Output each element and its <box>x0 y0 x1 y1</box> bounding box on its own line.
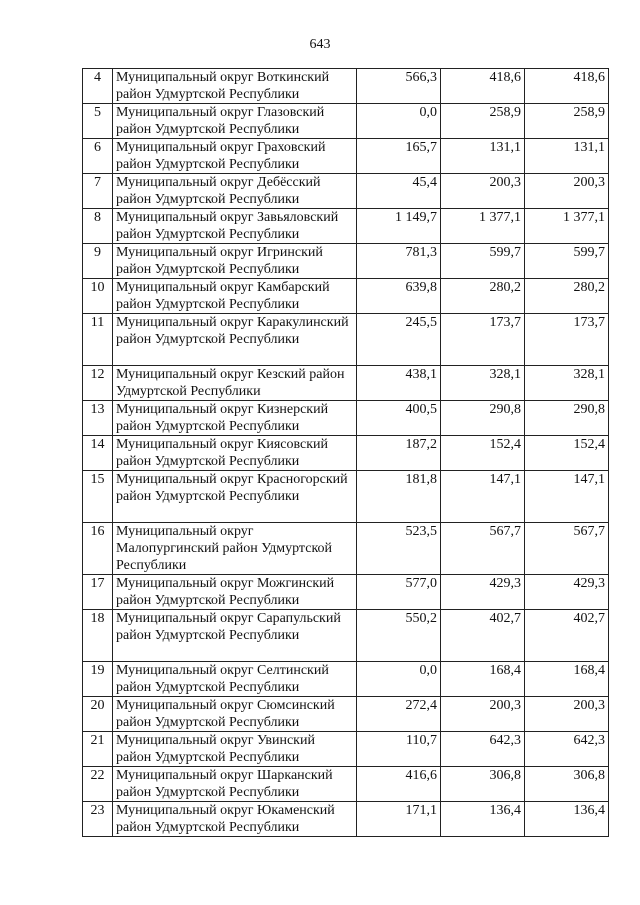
value-col-1: 523,5 <box>357 523 441 575</box>
value-col-3: 131,1 <box>525 139 609 174</box>
table-row <box>83 610 609 662</box>
value-col-3: 200,3 <box>525 697 609 732</box>
table-row <box>83 436 609 471</box>
value-col-3: 402,7 <box>525 610 609 662</box>
municipality-name: Муниципальный округ Завьяловский район Удмуртской Республики <box>113 209 357 244</box>
value-col-3: 306,8 <box>525 767 609 802</box>
table-row <box>83 401 609 436</box>
value-col-1: 110,7 <box>357 732 441 767</box>
row-number: 23 <box>83 802 113 837</box>
value-col-1: 187,2 <box>357 436 441 471</box>
municipality-name: Муниципальный округ Красногорский район Удмуртской Республики <box>113 471 357 523</box>
value-col-2: 418,6 <box>441 69 525 104</box>
value-col-2: 200,3 <box>441 697 525 732</box>
table-row <box>83 314 609 366</box>
municipality-name: Муниципальный округ Каракулинский район Удмуртской Республики <box>113 314 357 366</box>
value-col-1: 0,0 <box>357 104 441 139</box>
municipality-name: Муниципальный округ Кизнерский район Удмуртской Республики <box>113 401 357 436</box>
row-number: 4 <box>83 69 113 104</box>
row-number: 12 <box>83 366 113 401</box>
value-col-2: 328,1 <box>441 366 525 401</box>
value-col-1: 171,1 <box>357 802 441 837</box>
row-number: 21 <box>83 732 113 767</box>
value-col-3: 152,4 <box>525 436 609 471</box>
value-col-3: 258,9 <box>525 104 609 139</box>
municipality-name: Муниципальный округ Дебёсский район Удмуртской Республики <box>113 174 357 209</box>
value-col-1: 550,2 <box>357 610 441 662</box>
value-col-3: 147,1 <box>525 471 609 523</box>
table-row <box>83 69 609 104</box>
row-number: 16 <box>83 523 113 575</box>
table-row <box>83 104 609 139</box>
table-row <box>83 244 609 279</box>
value-col-3: 173,7 <box>525 314 609 366</box>
table-row <box>83 366 609 401</box>
municipality-name: Муниципальный округ Игринский район Удмуртской Республики <box>113 244 357 279</box>
municipality-name: Муниципальный округ Малопургинский район Удмуртской Республики <box>113 523 357 575</box>
municipality-name: Муниципальный округ Кезский район Удмуртской Республики <box>113 366 357 401</box>
value-col-1: 1 149,7 <box>357 209 441 244</box>
value-col-2: 131,1 <box>441 139 525 174</box>
municipality-name: Муниципальный округ Сарапульский район Удмуртской Республики <box>113 610 357 662</box>
municipality-name: Муниципальный округ Глазовский район Удмуртской Республики <box>113 104 357 139</box>
value-col-3: 642,3 <box>525 732 609 767</box>
table-row <box>83 732 609 767</box>
value-col-2: 152,4 <box>441 436 525 471</box>
value-col-2: 599,7 <box>441 244 525 279</box>
table-row <box>83 697 609 732</box>
table-row <box>83 471 609 523</box>
value-col-1: 438,1 <box>357 366 441 401</box>
row-number: 10 <box>83 279 113 314</box>
value-col-1: 416,6 <box>357 767 441 802</box>
municipality-name: Муниципальный округ Можгинский район Удмуртской Республики <box>113 575 357 610</box>
value-col-3: 200,3 <box>525 174 609 209</box>
table-row <box>83 575 609 610</box>
value-col-2: 1 377,1 <box>441 209 525 244</box>
table-row <box>83 662 609 697</box>
value-col-1: 639,8 <box>357 279 441 314</box>
row-number: 6 <box>83 139 113 174</box>
value-col-2: 168,4 <box>441 662 525 697</box>
value-col-1: 0,0 <box>357 662 441 697</box>
table-row <box>83 802 609 837</box>
value-col-2: 136,4 <box>441 802 525 837</box>
row-number: 8 <box>83 209 113 244</box>
value-col-2: 642,3 <box>441 732 525 767</box>
value-col-1: 577,0 <box>357 575 441 610</box>
value-col-2: 147,1 <box>441 471 525 523</box>
table-row <box>83 767 609 802</box>
value-col-2: 290,8 <box>441 401 525 436</box>
row-number: 22 <box>83 767 113 802</box>
value-col-3: 328,1 <box>525 366 609 401</box>
value-col-2: 173,7 <box>441 314 525 366</box>
value-col-1: 272,4 <box>357 697 441 732</box>
municipality-name: Муниципальный округ Киясовский район Удмуртской Республики <box>113 436 357 471</box>
municipality-name: Муниципальный округ Увинский район Удмуртской Республики <box>113 732 357 767</box>
row-number: 17 <box>83 575 113 610</box>
value-col-1: 400,5 <box>357 401 441 436</box>
table-row <box>83 174 609 209</box>
value-col-2: 200,3 <box>441 174 525 209</box>
row-number: 9 <box>83 244 113 279</box>
municipality-name: Муниципальный округ Воткинский район Удмуртской Республики <box>113 69 357 104</box>
value-col-3: 1 377,1 <box>525 209 609 244</box>
municipality-name: Муниципальный округ Сюмсинский район Удмуртской Республики <box>113 697 357 732</box>
value-col-2: 567,7 <box>441 523 525 575</box>
row-number: 19 <box>83 662 113 697</box>
value-col-2: 429,3 <box>441 575 525 610</box>
municipality-name: Муниципальный округ Шарканский район Удмуртской Республики <box>113 767 357 802</box>
municipality-name: Муниципальный округ Граховский район Удмуртской Республики <box>113 139 357 174</box>
table-row <box>83 139 609 174</box>
municipality-name: Муниципальный округ Юкаменский район Удмуртской Республики <box>113 802 357 837</box>
budget-table <box>82 68 609 837</box>
municipality-name: Муниципальный округ Селтинский район Удмуртской Республики <box>113 662 357 697</box>
value-col-1: 781,3 <box>357 244 441 279</box>
value-col-3: 280,2 <box>525 279 609 314</box>
value-col-1: 45,4 <box>357 174 441 209</box>
row-number: 5 <box>83 104 113 139</box>
value-col-3: 429,3 <box>525 575 609 610</box>
table-row <box>83 523 609 575</box>
table-row <box>83 209 609 244</box>
value-col-1: 181,8 <box>357 471 441 523</box>
row-number: 15 <box>83 471 113 523</box>
table-row <box>83 279 609 314</box>
value-col-1: 566,3 <box>357 69 441 104</box>
row-number: 13 <box>83 401 113 436</box>
value-col-3: 567,7 <box>525 523 609 575</box>
value-col-2: 402,7 <box>441 610 525 662</box>
value-col-2: 258,9 <box>441 104 525 139</box>
value-col-3: 599,7 <box>525 244 609 279</box>
value-col-3: 136,4 <box>525 802 609 837</box>
row-number: 14 <box>83 436 113 471</box>
value-col-3: 418,6 <box>525 69 609 104</box>
value-col-1: 245,5 <box>357 314 441 366</box>
row-number: 11 <box>83 314 113 366</box>
value-col-1: 165,7 <box>357 139 441 174</box>
row-number: 18 <box>83 610 113 662</box>
value-col-2: 306,8 <box>441 767 525 802</box>
value-col-3: 290,8 <box>525 401 609 436</box>
value-col-2: 280,2 <box>441 279 525 314</box>
municipality-name: Муниципальный округ Камбарский район Удмуртской Республики <box>113 279 357 314</box>
row-number: 7 <box>83 174 113 209</box>
page-number: 643 <box>309 37 331 52</box>
value-col-3: 168,4 <box>525 662 609 697</box>
row-number: 20 <box>83 697 113 732</box>
